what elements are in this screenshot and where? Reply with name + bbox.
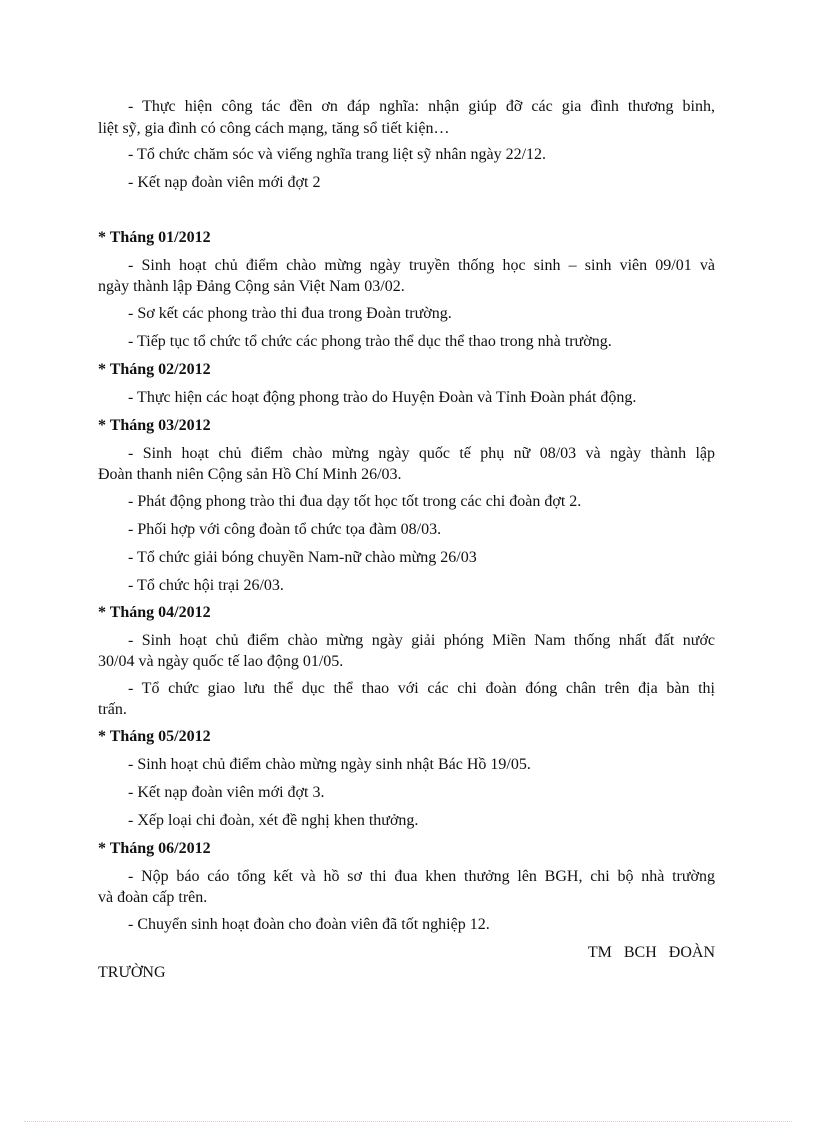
paragraph-line: - Sinh hoạt chủ điểm chào mừng ngày giải phóng Miền Nam thống nhất đất nước [128,632,715,649]
paragraph-line: - Sinh hoạt chủ điểm chào mừng ngày truyền thống học sinh – sinh viên 09/01 và [128,257,715,274]
section-heading-jan: * Tháng 01/2012 [98,229,211,246]
paragraph-line: - Phối hợp với công đoàn tổ chức tọa đàm 08/03. [128,521,442,538]
paragraph-line: - Chuyển sinh hoạt đoàn cho đoàn viên đã tốt nghiệp 12. [128,916,490,933]
paragraph-line: - Thực hiện công tác đền ơn đáp nghĩa: nhận giúp đỡ các gia đình thương binh, [128,98,715,115]
section-heading-apr: * Tháng 04/2012 [98,604,211,621]
paragraph-line: 30/04 và ngày quốc tế lao động 01/05. [98,653,344,670]
paragraph-line: - Tổ chức hội trại 26/03. [128,577,284,594]
paragraph-line: - Sinh hoạt chủ điểm chào mừng ngày quốc tế phụ nữ 08/03 và ngày thành lập [128,445,715,462]
paragraph-line: - Sinh hoạt chủ điểm chào mừng ngày sinh nhật Bác Hồ 19/05. [128,756,531,773]
paragraph-line: - Tiếp tục tổ chức tổ chức các phong trào thể dục thể thao trong nhà trường. [128,333,612,350]
paragraph-line: - Sơ kết các phong trào thi đua trong Đoàn trường. [128,305,452,322]
paragraph-line: - Tổ chức chăm sóc và viếng nghĩa trang liệt sỹ nhân ngày 22/12. [128,146,547,163]
section-heading-feb: * Tháng 02/2012 [98,361,211,378]
paragraph-line: - Thực hiện các hoạt động phong trào do Huyện Đoàn và Tỉnh Đoàn phát động. [128,389,637,406]
paragraph-line: - Tổ chức giải bóng chuyền Nam-nữ chào mừng 26/03 [128,549,477,566]
signature-line-2: TRƯỜNG [98,964,166,981]
paragraph-line: - Xếp loại chi đoàn, xét đề nghị khen thưởng. [128,812,419,829]
paragraph-line: - Phát động phong trào thi đua dạy tốt học tốt trong các chi đoàn đợt 2. [128,493,582,510]
page-bottom-dotted-rule [24,1121,792,1122]
paragraph-line: Đoàn thanh niên Cộng sản Hồ Chí Minh 26/03. [98,466,402,483]
paragraph-line: và đoàn cấp trên. [98,889,208,906]
paragraph-line: liệt sỹ, gia đình có công cách mạng, tăng sổ tiết kiện… [98,120,450,137]
section-heading-mar: * Tháng 03/2012 [98,417,211,434]
paragraph-line: trấn. [98,701,127,718]
paragraph-line: - Kết nạp đoàn viên mới đợt 2 [128,174,321,191]
paragraph-line: - Kết nạp đoàn viên mới đợt 3. [128,784,325,801]
paragraph-line: ngày thành lập Đảng Cộng sản Việt Nam 03/02. [98,278,405,295]
signature-line-1: TM BCH ĐOÀN [587,944,715,961]
section-heading-may: * Tháng 05/2012 [98,728,211,745]
section-heading-jun: * Tháng 06/2012 [98,840,211,857]
paragraph-line: - Tổ chức giao lưu thể dục thể thao với các chi đoàn đóng chân trên địa bàn thị [128,680,715,697]
paragraph-line: - Nộp báo cáo tổng kết và hồ sơ thi đua khen thưởng lên BGH, chi bộ nhà trường [128,868,715,885]
